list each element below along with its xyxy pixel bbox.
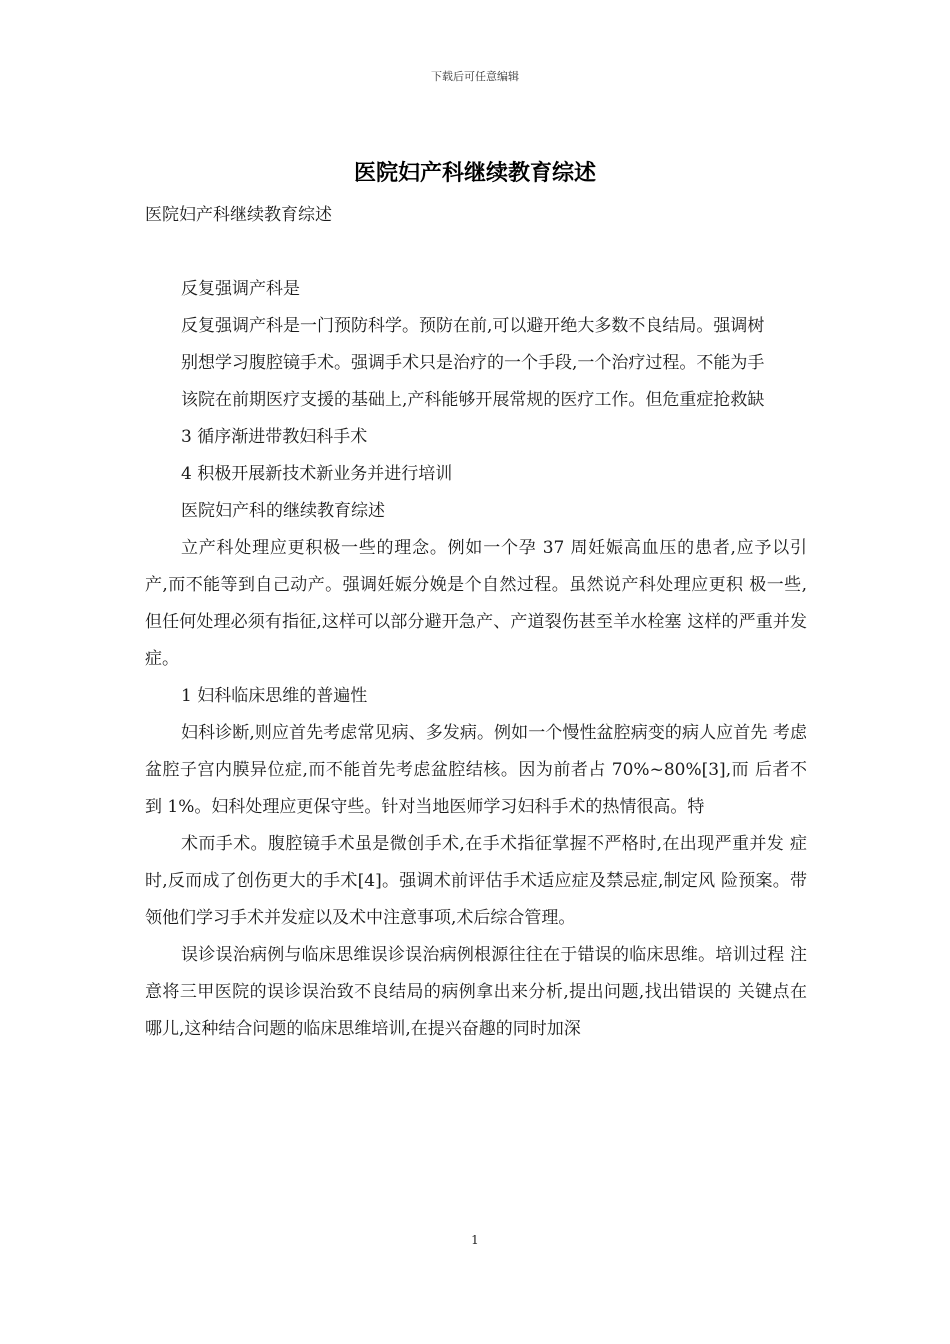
paragraph: 1 妇科临床思维的普遍性 (181, 686, 368, 706)
paragraph: 妇科诊断,则应首先考虑常见病、多发病。例如一个慢性盆腔病变的病人应首先 考虑盆腔子宫内膜异位症,而不能首先考虑盆腔结核。因为前者占 70%~80%[3],而 后者不到 1%。妇科处理应更保守些。针对当地医师学习妇科手术的热情很高。特 (145, 723, 807, 817)
paragraph: 误诊误治病例与临床思维误诊误治病例根源往往在于错误的临床思维。培训过程 注意将三甲医院的误诊误治致不良结局的病例拿出来分析,提出问题,找出错误的 关键点在哪儿,这种结合问题的临床思维培训,在提兴奋趣的同时加深 (145, 945, 807, 1039)
document-title: 医院妇产科继续教育综述 (353, 161, 596, 186)
header-note: 下载后可任意编辑 (431, 70, 519, 83)
subtitle-line: 医院妇产科继续教育综述 (145, 205, 332, 225)
paragraph: 别想学习腹腔镜手术。强调手术只是治疗的一个手段,一个治疗过程。不能为手 (181, 353, 765, 373)
paragraph: 反复强调产科是 (181, 279, 300, 299)
blank-line (145, 234, 807, 271)
paragraph: 反复强调产科是一门预防科学。预防在前,可以避开绝大多数不良结局。强调树 (181, 316, 765, 336)
paragraph: 医院妇产科的继续教育综述 (181, 501, 385, 521)
paragraph: 术而手术。腹腔镜手术虽是微创手术,在手术指征掌握不严格时,在出现严重并发 症时,反而成了创伤更大的手术[4]。强调术前评估手术适应症及禁忌症,制定风 险预案。带领他们学习手术并发症以及术中注意事项,术后综合管理。 (145, 834, 807, 928)
document-body (145, 197, 807, 1048)
paragraph: 立产科处理应更积极一些的理念。例如一个孕 37 周妊娠高血压的患者,应予以引 产,而不能等到自己动产。强调妊娠分娩是个自然过程。虽然说产科处理应更积 极一些,但任何处理必须有指征,这样可以部分避开急产、产道裂伤甚至羊水栓塞 这样的严重并发症。 (145, 538, 807, 669)
paragraph: 3 循序渐进带教妇科手术 (181, 427, 368, 447)
paragraph: 4 积极开展新技术新业务并进行培训 (181, 464, 453, 484)
paragraph: 该院在前期医疗支援的基础上,产科能够开展常规的医疗工作。但危重症抢救缺 (181, 390, 765, 410)
page-number: 1 (471, 1233, 479, 1247)
